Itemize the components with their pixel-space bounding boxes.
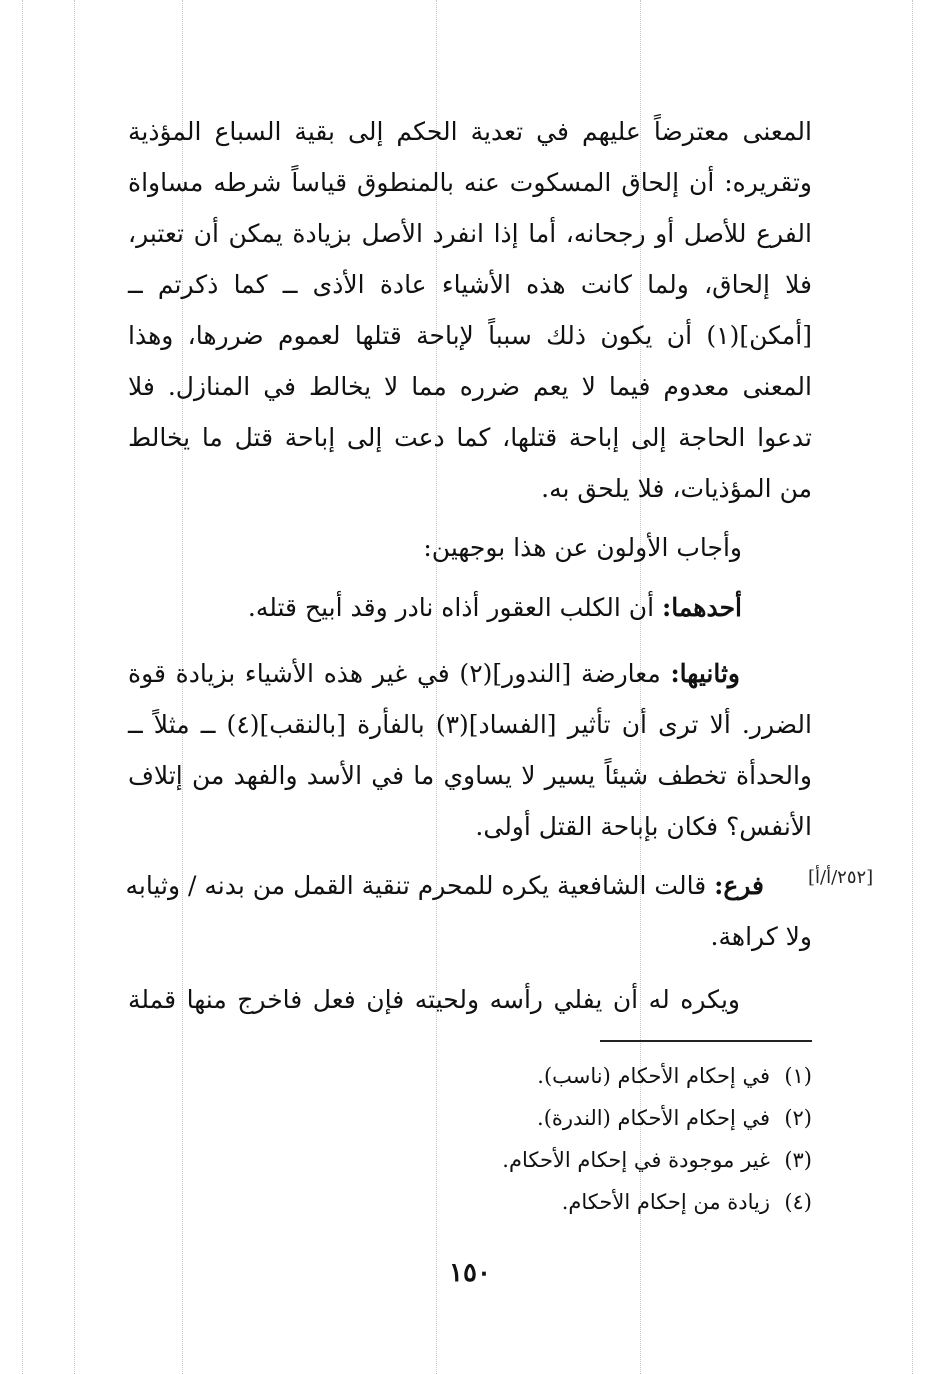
footnote-item xyxy=(400,1139,812,1181)
page-number: ١٥٠ xyxy=(449,1258,491,1288)
first-answer-text: أن الكلب العقور أذاه نادر وقد أبيح قتله. xyxy=(247,593,662,622)
first-answer-lead: أحدهما: xyxy=(661,593,742,622)
footnote-item xyxy=(400,1055,812,1097)
paragraph-line: من المؤذيات، فلا يلحق به. xyxy=(541,474,812,503)
second-answer-line: الأنفس؟ فكان بإباحة القتل أولى. xyxy=(475,812,812,841)
last-paragraph xyxy=(128,974,812,1025)
main-paragraph xyxy=(128,106,812,514)
branch-line: ولا كراهة. xyxy=(710,922,812,951)
footnote-text: في إحكام الأحكام (ناسب). xyxy=(537,1064,770,1088)
branch-lead: فرع: xyxy=(714,871,764,900)
second-answer-text: معارضة [الندور](٢) في غير هذه الأشياء بزيادة قوة xyxy=(128,659,671,688)
footnote-number: (٣) xyxy=(784,1148,812,1172)
footnote-text: زيادة من إحكام الأحكام. xyxy=(561,1190,770,1214)
footnote-number: (٢) xyxy=(784,1106,812,1130)
footnotes xyxy=(400,1055,812,1223)
scan-artifact-line xyxy=(22,0,24,1374)
paragraph-line: [أمكن](١) أن يكون ذلك سبباً لإباحة قتلها لعموم ضررها، وهذا xyxy=(128,321,812,350)
second-answer-lead: وثانيها: xyxy=(670,659,740,688)
answer-intro: وأجاب الأولون عن هذا بوجهين: xyxy=(423,533,742,562)
branch-paragraph xyxy=(125,860,812,962)
paragraph-line: الفرع للأصل أو رجحانه، أما إذا انفرد الأصل بزيادة يمكن أن تعتبر، xyxy=(128,219,812,248)
footnote-number: (١) xyxy=(784,1064,812,1088)
margin-reference: [٢٥٢/أ/أ] xyxy=(808,867,874,888)
last-paragraph-line: ويكره له أن يفلي رأسه ولحيته فإن فعل فاخرج منها قملة xyxy=(128,985,740,1014)
footnote-text: في إحكام الأحكام (الندرة). xyxy=(537,1106,770,1130)
footnote-item xyxy=(400,1181,812,1223)
footnote-separator xyxy=(600,1040,812,1042)
footnote-text: غير موجودة في إحكام الأحكام. xyxy=(502,1148,770,1172)
footnote-number: (٤) xyxy=(784,1190,812,1214)
paragraph-line: المعنى معدوم فيما لا يعم ضرره مما لا يخالط في المنازل. فلا xyxy=(128,372,812,401)
branch-text: قالت الشافعية يكره للمحرم تنقية القمل من بدنه / وثيابه xyxy=(125,871,715,900)
second-answer-line: والحدأة تخطف شيئاً يسير لا يساوي ما في الأسد والفهد من إتلاف xyxy=(128,761,812,790)
paragraph-line: وتقريره: أن إلحاق المسكوت عنه بالمنطوق قياساً شرطه مساواة xyxy=(128,168,812,197)
first-answer xyxy=(248,582,742,633)
scan-artifact-line xyxy=(74,0,76,1374)
paragraph-line: المعنى معترضاً عليهم في تعدية الحكم إلى بقية السباع المؤذية xyxy=(128,117,812,146)
branch-line xyxy=(125,860,812,911)
paragraph-line: فلا إلحاق، ولما كانت هذه الأشياء عادة الأذى ــ كما ذكرتم ــ xyxy=(128,270,812,299)
paragraph-line: تدعوا الحاجة إلى إباحة قتلها، كما دعت إلى إباحة قتل ما يخالط xyxy=(128,423,812,452)
second-answer-line: الضرر. ألا ترى أن تأثير [الفساد](٣) بالفأرة [بالنقب](٤) ــ مثلاً ــ xyxy=(128,710,812,739)
second-answer-line xyxy=(128,648,812,699)
scan-artifact-line xyxy=(912,0,914,1374)
second-answer xyxy=(128,648,812,852)
footnote-item xyxy=(400,1097,812,1139)
